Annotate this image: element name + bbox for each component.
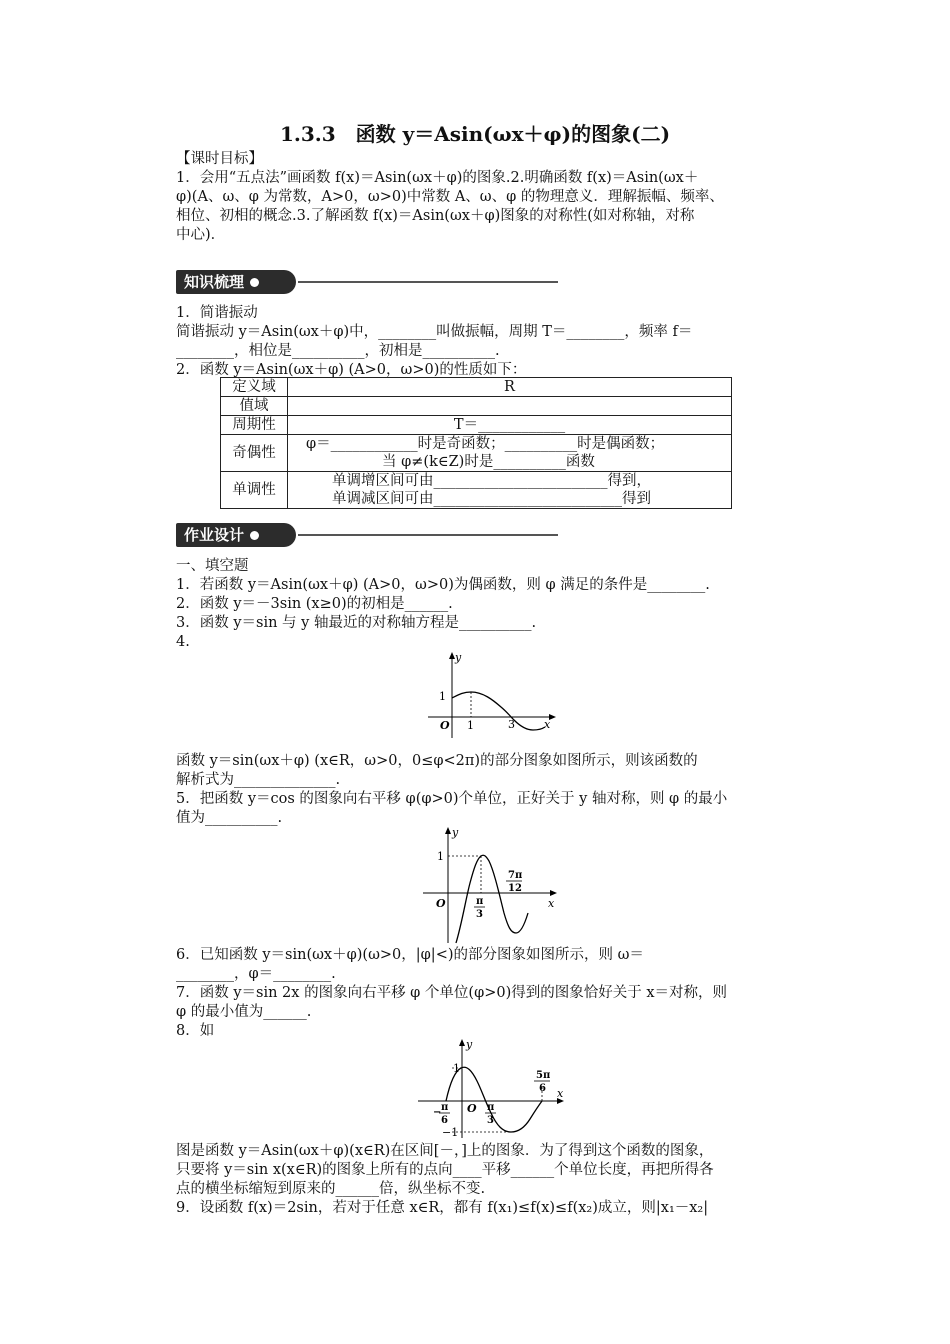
table-row: [221, 378, 732, 397]
monotonic-label: 单调性: [221, 472, 288, 509]
tick-twelve: 12: [508, 883, 522, 894]
mono-line: 单调减区间可由__________________________得到: [332, 491, 651, 507]
question-4-text: 函数 y＝sin(ωx＋φ) (x∈R，ω>0，0≤φ<2π)的部分图象如图所示，则该函数的: [176, 753, 698, 769]
monotonic-value: [288, 472, 732, 509]
y-axis-arrow: [459, 1039, 465, 1046]
tick-three: 3: [487, 1115, 494, 1126]
question-9: 9．设函数 f(x)＝2sin，若对于任意 x∈R，都有 f(x₁)≤f(x)≤f(x₂)成立，则|x₁－x₂|: [176, 1200, 709, 1216]
bullet-icon: [250, 278, 259, 287]
range-label: 值域: [221, 397, 288, 416]
figure-q4-graph: [425, 650, 560, 740]
period-value: T＝____________: [288, 416, 732, 435]
question-4-text: 解析式为______________.: [176, 772, 341, 788]
item2-title: 2．函数 y＝Asin(ωx＋φ) (A>0，ω>0)的性质如下：: [176, 362, 527, 378]
mono-line: 单调增区间可由________________________得到，: [332, 473, 651, 489]
part-heading: 一、填空题: [176, 558, 249, 574]
x-axis-arrow: [550, 890, 557, 896]
table-row: [221, 472, 732, 509]
label-neg-one: −1: [442, 1126, 459, 1139]
label-one-y: 1: [453, 1062, 460, 1075]
label-y: y: [452, 826, 459, 839]
label-origin: O: [467, 1102, 477, 1115]
question-8-text: 点的横坐标缩短到原来的______倍，纵坐标不变.: [176, 1181, 486, 1197]
label-origin: O: [440, 719, 450, 732]
tick-pi: π: [476, 896, 484, 907]
table-row: [221, 435, 732, 472]
label-x: x: [557, 1087, 564, 1100]
question-8-text: 只要将 y＝sin x(x∈R)的图象上所有的点向____平移______个单位长度，再把所得各: [176, 1162, 714, 1178]
tick-six: 6: [441, 1115, 448, 1126]
divider: [298, 534, 558, 536]
item1-line: 简谐振动 y＝Asin(ωx＋φ)中，________叫做振幅，周期 T＝________，频率 f＝: [176, 324, 693, 340]
tick-six: 6: [539, 1083, 546, 1094]
sine-curve: [456, 855, 528, 943]
question-5: 值为__________.: [176, 810, 283, 826]
bullet-icon: [250, 531, 259, 540]
domain-label: 定义域: [221, 378, 288, 397]
parity-value: [288, 435, 732, 472]
tick-one: 1: [467, 719, 474, 732]
figure-q8-graph: [415, 1035, 575, 1140]
tick-three: 3: [508, 718, 515, 731]
label-x: x: [548, 897, 555, 910]
item1-title: 1．简谐振动: [176, 305, 258, 321]
question-7: 7．函数 y＝sin 2x 的图象向右平移 φ 个单位(φ>0)得到的图象恰好关于 x＝对称，则: [176, 985, 728, 1001]
table-row: [221, 416, 732, 435]
question-1: 1．若函数 y＝Asin(ωx＋φ) (A>0，ω>0)为偶函数，则 φ 满足的条件是________.: [176, 577, 710, 593]
question-8-text: 图是函数 y＝Asin(ωx＋φ)(x∈R)在区间[－，]上的图象．为了得到这个函数的图象，: [176, 1143, 714, 1159]
properties-table: [220, 377, 732, 509]
question-5: 5．把函数 y＝cos 的图象向右平移 φ(φ>0)个单位，正好关于 y 轴对称，则 φ 的最小: [176, 791, 728, 807]
goals-line: 中心)．: [176, 227, 226, 243]
label-y: y: [466, 1038, 473, 1051]
divider: [298, 281, 558, 283]
domain-value: R: [288, 378, 732, 397]
question-2: 2．函数 y＝－3sin (x≥0)的初相是______.: [176, 596, 453, 612]
label-y: y: [455, 651, 462, 664]
question-4: 4.: [176, 634, 190, 650]
goals-heading: 【课时目标】: [176, 151, 263, 167]
tick-5pi: 5π: [536, 1070, 551, 1081]
period-label: 周期性: [221, 416, 288, 435]
banner-label: 作业设计: [184, 526, 245, 544]
tick-pi: π: [441, 1102, 449, 1113]
goals-line: φ)(A、ω、φ 为常数，A>0，ω>0)中常数 A、ω、φ 的物理意义．理解振幅、频率、: [176, 189, 724, 205]
parity-label: 奇偶性: [221, 435, 288, 472]
page-title: 1.3.3 函数 y＝Asin(ωx＋φ)的图象(二): [279, 122, 671, 146]
item1-line: ________，相位是__________，初相是__________.: [176, 343, 500, 359]
table-row: [221, 397, 732, 416]
parity-line: φ＝____________时是奇函数；__________时是偶函数；: [306, 436, 665, 452]
label-origin: O: [436, 897, 446, 910]
label-one-y: 1: [437, 850, 444, 863]
question-3: 3．函数 y＝sin 与 y 轴最近的对称轴方程是__________.: [176, 615, 537, 631]
tick-three: 3: [476, 909, 483, 920]
minus-sign: −: [433, 1107, 442, 1118]
tick-pi: π: [487, 1102, 495, 1113]
goals-line: 相位、初相的概念.3.了解函数 f(x)＝Asin(ωx＋φ)图象的对称性(如对称轴，对称: [176, 208, 695, 224]
question-6: ________，φ＝________.: [176, 966, 336, 982]
label-x: x: [544, 718, 551, 731]
label-one-y: 1: [439, 690, 446, 703]
sine-curve: [446, 1067, 542, 1132]
sine-curve: [452, 692, 545, 730]
question-8: 8．如: [176, 1023, 215, 1039]
banner-label: 知识梳理: [184, 273, 245, 291]
figure-q6-graph: [420, 823, 565, 945]
goals-line: 1．会用“五点法”画函数 f(x)＝Asin(ωx＋φ)的图象.2.明确函数 f(x)＝Asin(ωx＋: [176, 170, 699, 186]
range-value: [288, 397, 732, 416]
y-axis-arrow: [445, 827, 451, 834]
question-7: φ 的最小值为______.: [176, 1004, 312, 1020]
question-6: 6．已知函数 y＝sin(ωx＋φ)(ω>0，|φ|<)的部分图象如图所示，则 ω＝: [176, 947, 644, 963]
tick-7pi: 7π: [508, 870, 523, 881]
parity-line: 当 φ≠(k∈Z)时是__________函数: [382, 454, 595, 470]
